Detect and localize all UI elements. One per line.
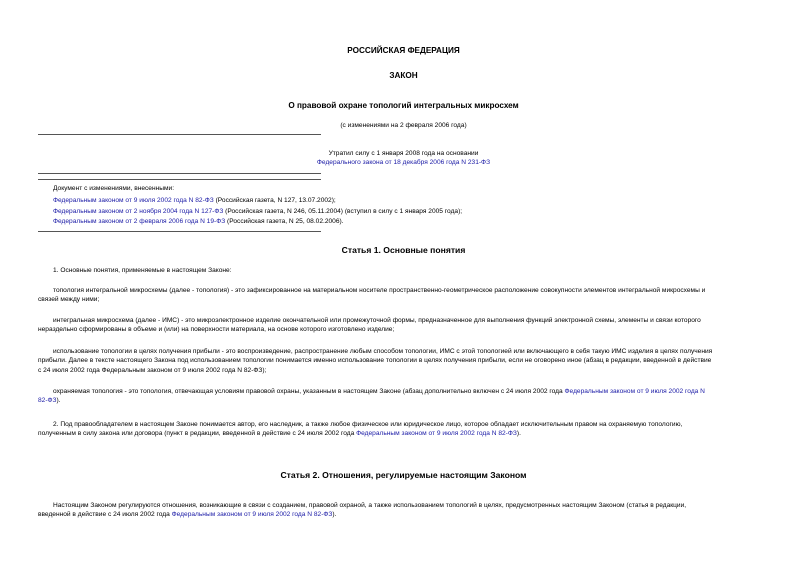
divider — [38, 134, 321, 135]
amendment-link[interactable]: Федеральным законом от 2 ноября 2004 года N 127-ФЗ — [53, 208, 224, 215]
amendment-note: (с изменениями на 2 февраля 2006 года) — [340, 122, 467, 129]
amendment-link[interactable]: Федеральным законом от 9 июля 2002 года N 82-ФЗ — [356, 430, 517, 438]
paragraph: 1. Основные понятия, применяемые в настоящем Законе: — [53, 267, 232, 274]
amendment-link[interactable]: 82-ФЗ — [38, 397, 57, 405]
repeal-notice: Утратил силу с 1 января 2008 года на основании — [328, 150, 479, 157]
law-title: О правовой охране топологий интегральных микросхем — [288, 101, 519, 110]
divider — [38, 231, 321, 232]
paragraph: охраняемая топология - это топология, отвечающая условиям правовой охраны, указанным в настоящем Законе (абзац дополнительно включен с 24 июля 2002 года Федеральным законом от 9 июля 2002 года N 82-ФЗ). — [38, 388, 705, 405]
amendment-link[interactable]: Федеральным законом от 9 июля 2002 года N — [564, 388, 705, 395]
paragraph: топология интегральной микросхемы (далее - топология) - это зафиксированное на материальном носителе пространственно-геометрическое расположение совокупности элементов интегральной микросхемы и связей между ними; — [38, 287, 706, 304]
changes-intro: Документ с изменениями, внесенными: — [53, 185, 175, 192]
paragraph: интегральная микросхема (далее - ИМС) - это микроэлектронное изделие окончательной или промежуточной формы, предназначенное для выполнения функций электронной схемы, элементы и связи которого нераздельно сформированы в объеме и (или) на поверхности материала, на основе которого изготовлено изделие; — [38, 317, 701, 334]
paragraph: использование топологии в целях получения прибыли - это воспроизведение, распространение любым способом топологии, ИМС с этой топологией или включающего в себя такую ИМС изделия в целях получения прибыли. Далее в тексте настоящего Закона под использованием топологии понимается именно использование топологии в целях получения прибыли, если не оговорено иное (абзац в редакции, введенной в действие с 24 июля 2002 года Федеральным законом от 9 июля 2002 года N 82-ФЗ); — [38, 348, 713, 374]
article-1-title: Статья 1. Основные понятия — [341, 245, 466, 255]
paragraph: 2. Под правообладателем в настоящем Законе понимается автор, его наследник, а также любое физическое или юридическое лицо, которое обладает исключительным правом на охраняемую топологию, полученным в силу закона или договора (пункт в редакции, введенной в действие с 24 июля 2002 года Федеральным законом от 9 июля 2002 года N 82-ФЗ). — [38, 421, 683, 438]
amendment-link[interactable]: Федеральным законом от 2 февраля 2006 года N 19-ФЗ — [53, 218, 226, 225]
paragraph: Настоящим Законом регулируются отношения, возникающие в связи с созданием, правовой охраной, а также использованием топологий в целях, предусмотренных настоящим Законом (статья в редакции, введенной в действие с 24 июля 2002 года Федеральным законом от 9 июля 2002 года N 82-ФЗ). — [38, 502, 687, 519]
list-item: Федеральным законом от 2 февраля 2006 года N 19-ФЗ (Российская газета, N 25, 08.02.2006). — [53, 218, 344, 225]
repeal-law-link[interactable]: Федерального закона от 18 декабря 2006 года N 231-ФЗ — [316, 159, 491, 166]
list-item: Федеральным законом от 9 июля 2002 года N 82-ФЗ (Российская газета, N 127, 13.07.2002); — [53, 197, 336, 204]
amendment-link[interactable]: Федеральным законом от 9 июля 2002 года N 82-ФЗ — [53, 197, 214, 204]
divider — [38, 179, 321, 180]
divider — [38, 173, 321, 174]
doc-type-heading: ЗАКОН — [389, 71, 418, 80]
country-heading: РОССИЙСКАЯ ФЕДЕРАЦИЯ — [347, 46, 460, 55]
list-item: Федеральным законом от 2 ноября 2004 года N 127-ФЗ (Российская газета, N 246, 05.11.2004) (вступил в силу с 1 января 2005 года); — [53, 208, 463, 215]
amendment-link[interactable]: Федеральным законом от 9 июля 2002 года N 82-ФЗ — [171, 511, 333, 519]
article-2-title: Статья 2. Отношения, регулируемые настоящим Законом — [280, 470, 527, 480]
